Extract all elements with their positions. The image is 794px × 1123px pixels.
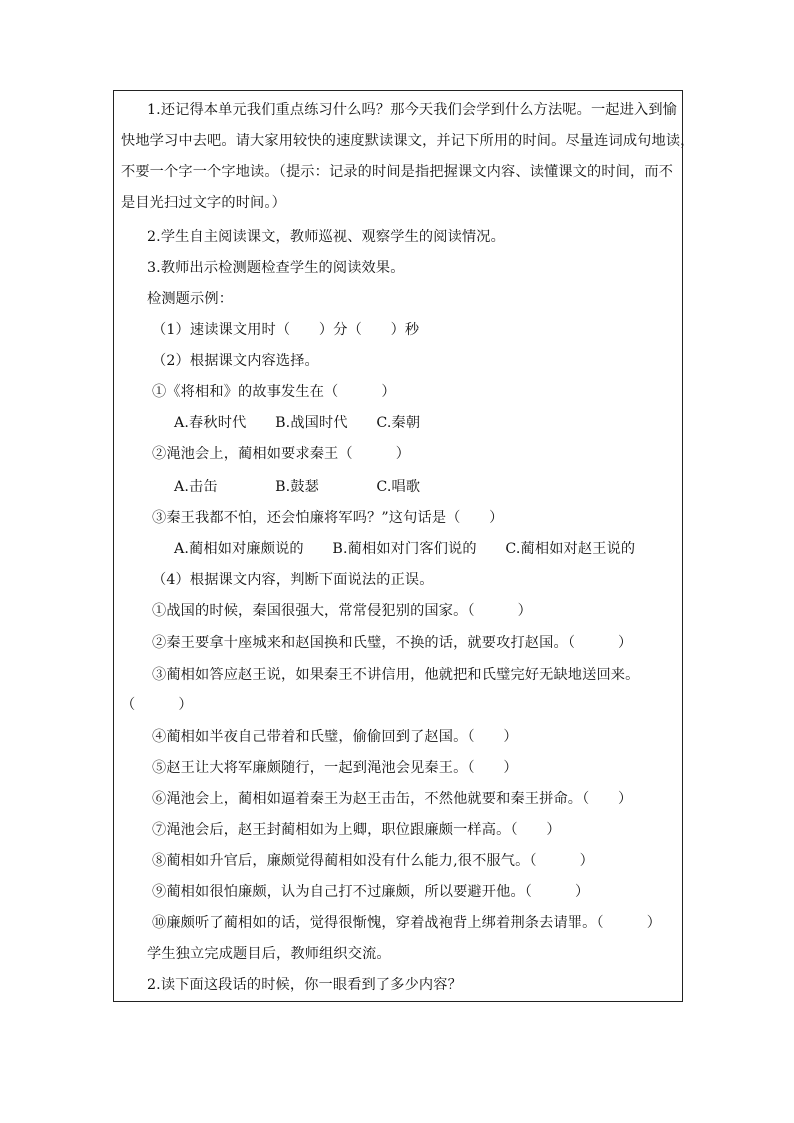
choice-question-3: ③秦王我都不怕，还会怕廉将军吗？”这句话是（ ） [152,510,504,526]
choice-options-1: A.春秋时代 B.战国时代 C.秦朝 [174,415,421,431]
judge-item-6: ⑥渑池会上，蔺相如逼着秦王为赵王击缶，不然他就要和秦王拼命。（ ） [152,791,633,807]
quiz-q2-heading: （2）根据课文内容选择。 [152,353,319,369]
judge-item-9: ⑨蔺相如很怕廉颇，认为自己打不过廉颇，所以要避开他。（ ） [152,884,590,900]
judge-item-8: ⑧蔺相如升官后，廉颇觉得蔺相如没有什么能力,很不服气。（ ） [152,853,595,869]
paragraph-intro-line-3: 不要一个字一个字地读。（提示：记录的时间是指把握课文内容、读懂课文的时间，而不 [121,164,674,180]
paragraph-intro-line-4: 是目光扫过文字的时间。） [121,195,286,211]
judge-item-4: ④蔺相如半夜自己带着和氏璧，偷偷回到了赵国。（ ） [152,729,518,745]
quiz-q4-heading: （4）根据课文内容，判断下面说法的正误。 [152,572,434,588]
judge-item-10: ⑩廉颇听了蔺相如的话，觉得很惭愧，穿着战袍背上绑着荆条去请罪。（ ） [152,915,662,931]
judge-item-3: ③蔺相如答应赵王说，如果秦王不讲信用，他就把和氏璧完好无缺地送回来。 [152,667,640,683]
choice-options-2: A.击缶 B.鼓瑟 C.唱歌 [174,479,421,495]
quiz-q1-reading-time: （1）速读课文用时（ ）分（ ）秒 [152,322,420,338]
judge-item-2: ②秦王要拿十座城来和赵国换和氏璧，不换的话，就要攻打赵国。（ ） [152,635,633,651]
step-3-text: 3.教师出示检测题检查学生的阅读效果。 [147,260,405,276]
exchange-note: 学生独立完成题目后，教师组织交流。 [147,946,391,962]
next-step-question: 2.读下面这段话的时候，你一眼看到了多少内容？ [147,977,462,993]
choice-question-1: ①《将相和》的故事发生在（ ） [152,384,396,400]
judge-item-5: ⑤赵王让大将军廉颇随行，一起到渑池会见秦王。（ ） [152,760,518,776]
step-2-text: 2.学生自主阅读课文，教师巡视、观察学生的阅读情况。 [147,229,505,245]
judge-item-3-blank: （ ） [121,697,193,713]
choice-question-2: ②渑池会上，蔺相如要求秦王（ ） [152,446,411,462]
judge-item-1: ①战国的时候，秦国很强大，常常侵犯别的国家。（ ） [152,603,533,619]
choice-options-3: A.蔺相如对廉颇说的 B.蔺相如对门客们说的 C.蔺相如对赵王说的 [174,541,636,557]
quiz-example-heading: 检测题示例： [147,291,234,307]
judge-item-7: ⑦渑池会后，赵王封蔺相如为上卿，职位跟廉颇一样高。（ ） [152,822,561,838]
paragraph-intro-line-2: 快地学习中去吧。请大家用较快的速度默读课文，并记下所用的时间。尽量连词成句地读， [121,133,695,149]
paragraph-intro-line-1: 1.还记得本单元我们重点练习什么吗？那今天我们会学到什么方法呢。一起进入到愉 [147,102,677,118]
